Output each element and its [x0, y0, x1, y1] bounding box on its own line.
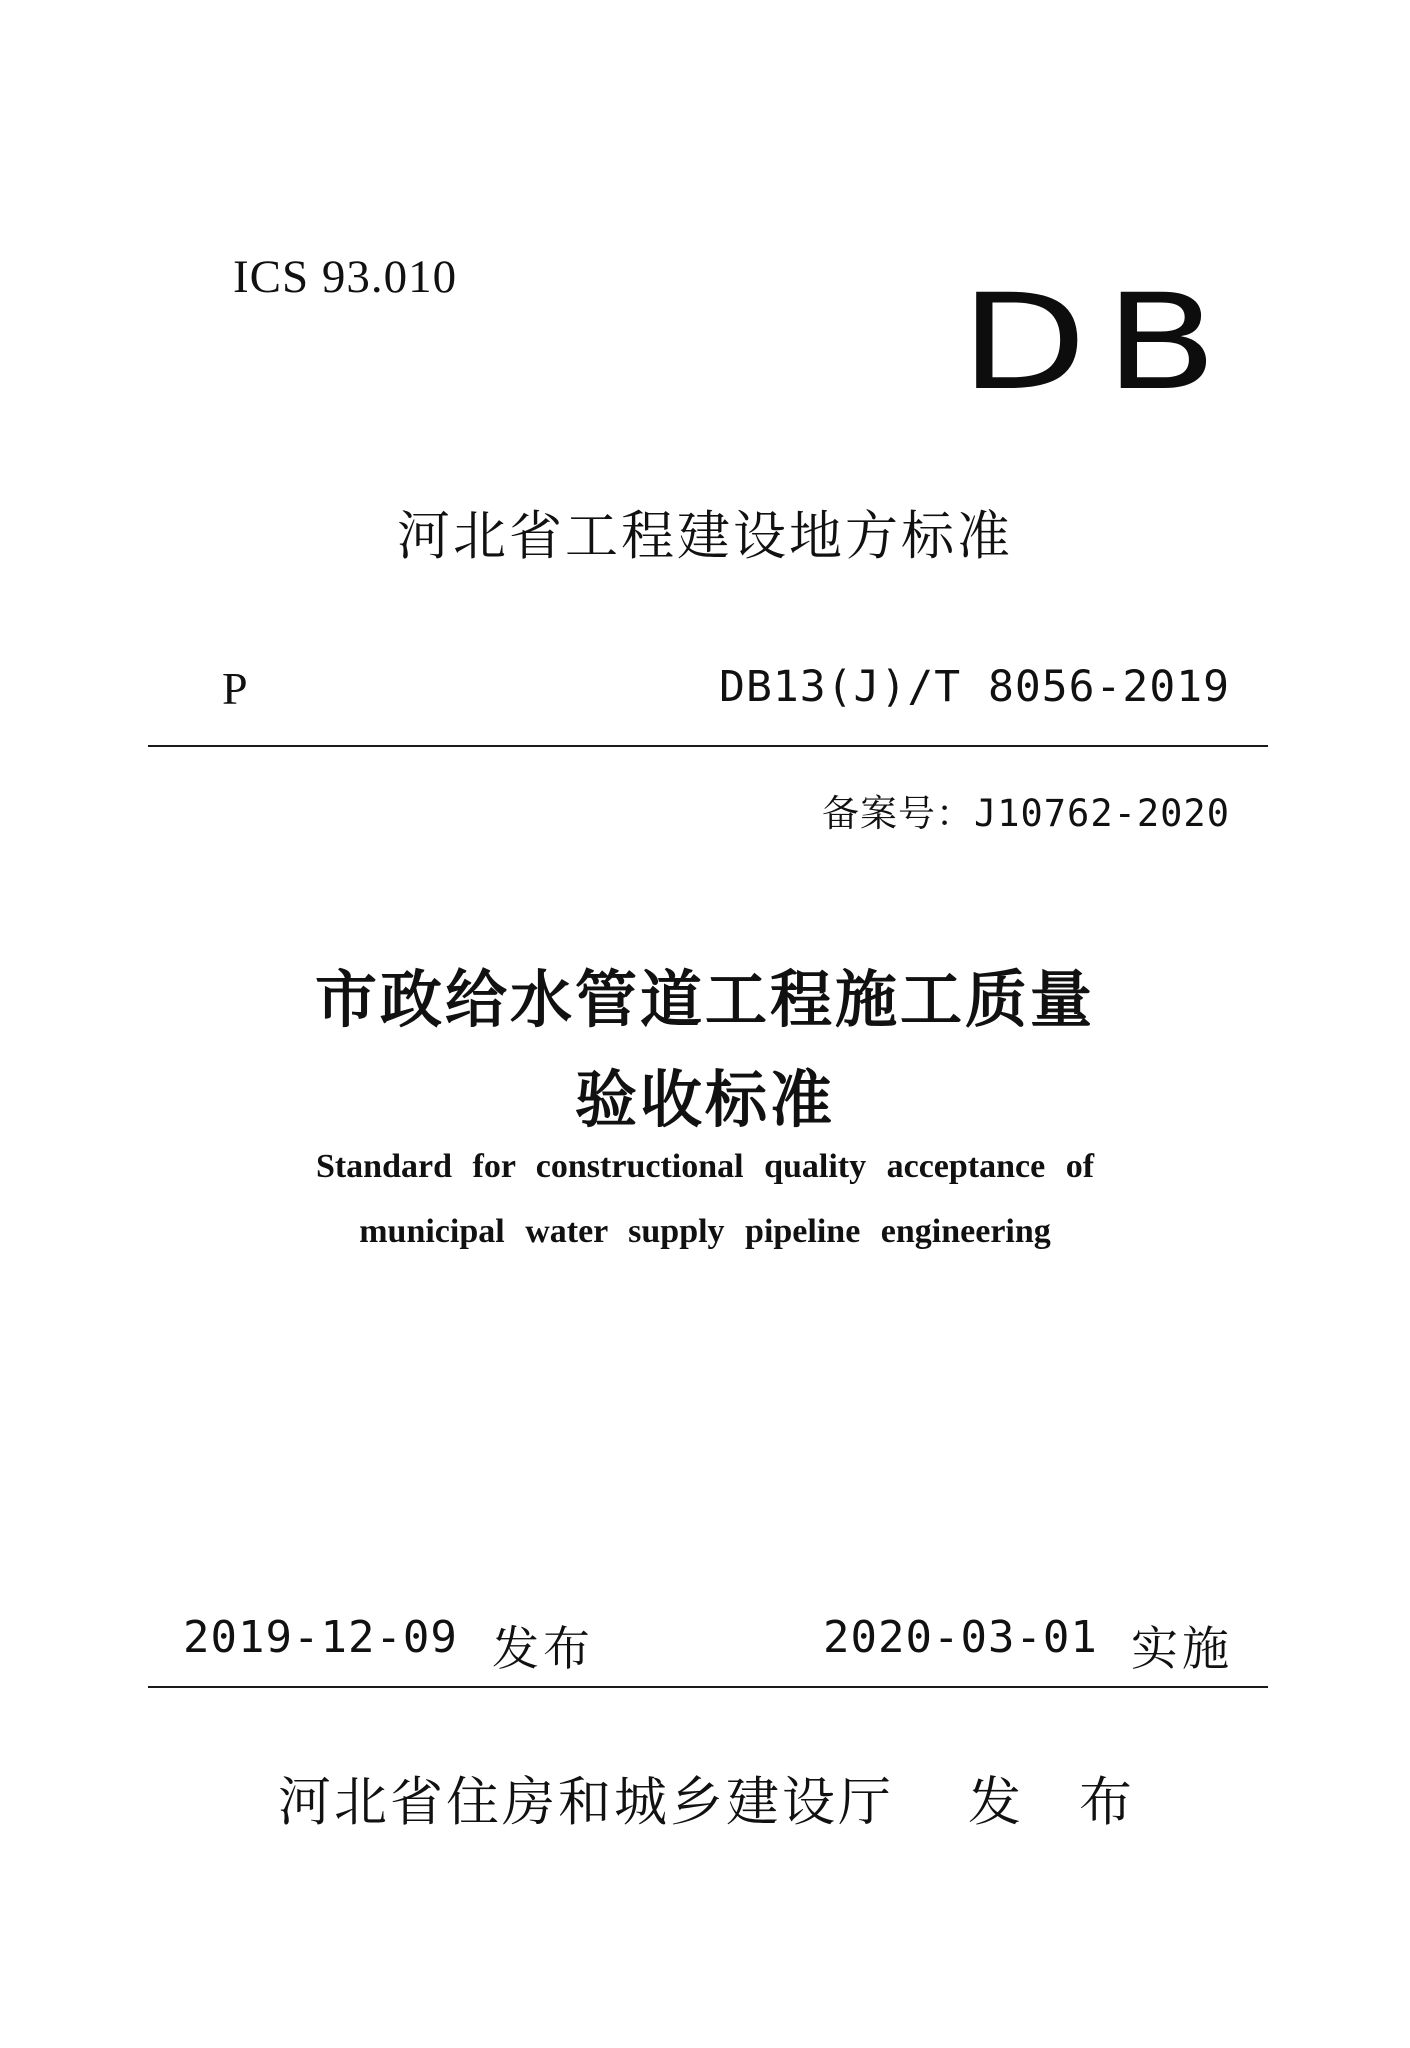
- issue-date: 2019-12-09: [183, 1612, 458, 1663]
- classification-code: P: [222, 663, 248, 714]
- implementation-date: 2020-03-01: [823, 1612, 1098, 1663]
- ics-code: ICS 93.010: [233, 251, 458, 303]
- implementation-label: 实施: [1131, 1622, 1233, 1677]
- title-en-line1: Standard for constructional quality acceptance of: [315, 1148, 1095, 1185]
- title-en-line2: municipal water supply pipeline engineering: [359, 1213, 1051, 1250]
- db-mark: DB: [960, 266, 1236, 420]
- title-cn-line2: 验收标准: [574, 1063, 835, 1136]
- standard-number: DB13(J)/T 8056-2019: [719, 662, 1230, 712]
- bottom-divider: [148, 1686, 1268, 1688]
- standard-category: 河北省工程建设地方标准: [397, 506, 1013, 567]
- record-number: 备案号：J10762-2020: [821, 792, 1230, 835]
- publisher-action: 发布: [968, 1772, 1190, 1833]
- publisher-name: 河北省住房和城乡建设厅: [278, 1772, 894, 1833]
- top-divider: [148, 745, 1268, 747]
- title-cn-line1: 市政给水管道工程施工质量: [314, 963, 1095, 1036]
- issue-label: 发布: [492, 1622, 594, 1677]
